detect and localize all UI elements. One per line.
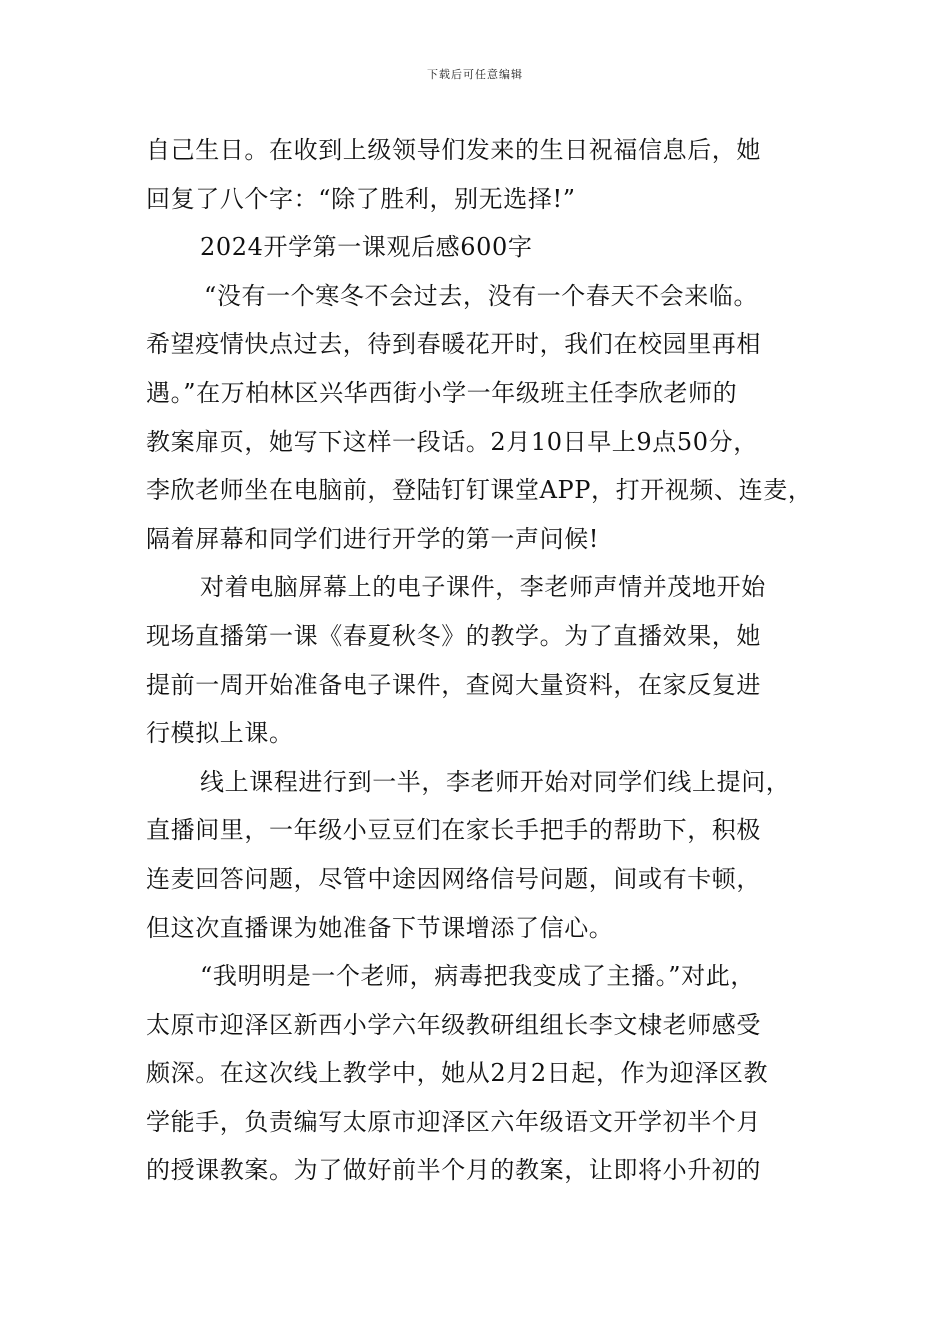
text-line: 教案扉页，她写下这样一段话。2月10日早上9点50分， [146, 427, 758, 456]
text-line: 李欣老师坐在电脑前，登陆钉钉课堂APP，打开视频、连麦， [146, 476, 813, 505]
text-line: 自己生日。在收到上级领导们发来的生日祝福信息后，她 [146, 136, 761, 164]
text-line: 行模拟上课。 [146, 719, 294, 748]
text-line: 现场直播第一课《春夏秋冬》的教学。为了直播效果，她 [146, 621, 761, 650]
text-line: 直播间里，一年级小豆豆们在家长手把手的帮助下，积极 [146, 816, 761, 845]
text-line: 太原市迎泽区新西小学六年级教研组组长李文棣老师感受 [146, 1010, 761, 1039]
text-line: 对着电脑屏幕上的电子课件，李老师声情并茂地开始 [200, 573, 766, 602]
text-line: 遇。”在万柏林区兴华西街小学一年级班主任李欣老师的 [146, 378, 738, 407]
text-line: “我明明是一个老师，病毒把我变成了主播。”对此， [200, 962, 755, 991]
document-body [146, 126, 826, 1195]
text-line: 希望疫情快点过去，待到春暖花开时，我们在校园里再相 [146, 330, 761, 359]
text-line: 颇深。在这次线上教学中，她从2月2日起，作为迎泽区教 [146, 1059, 769, 1088]
text-line: 回复了八个字：“除了胜利，别无选择!” [146, 184, 576, 213]
page-header-note: 下载后可任意编辑 [427, 68, 523, 81]
text-line: 学能手，负责编写太原市迎泽区六年级语文开学初半个月 [146, 1107, 761, 1136]
text-line: 提前一周开始准备电子课件，查阅大量资料，在家反复进 [146, 670, 761, 699]
text-line: 连麦回答问题，尽管中途因网络信号问题，间或有卡顿， [146, 864, 761, 893]
text-line: “没有一个寒冬不会过去，没有一个春天不会来临。 [204, 281, 759, 310]
text-line: 线上课程进行到一半，李老师开始对同学们线上提问， [200, 767, 791, 796]
text-line: 的授课教案。为了做好前半个月的教案，让即将小升初的 [146, 1156, 761, 1185]
text-line: 隔着屏幕和同学们进行开学的第一声问候! [146, 524, 600, 553]
article-title: 2024开学第一课观后感600字 [200, 233, 533, 262]
text-line: 但这次直播课为她准备下节课增添了信心。 [146, 913, 614, 942]
